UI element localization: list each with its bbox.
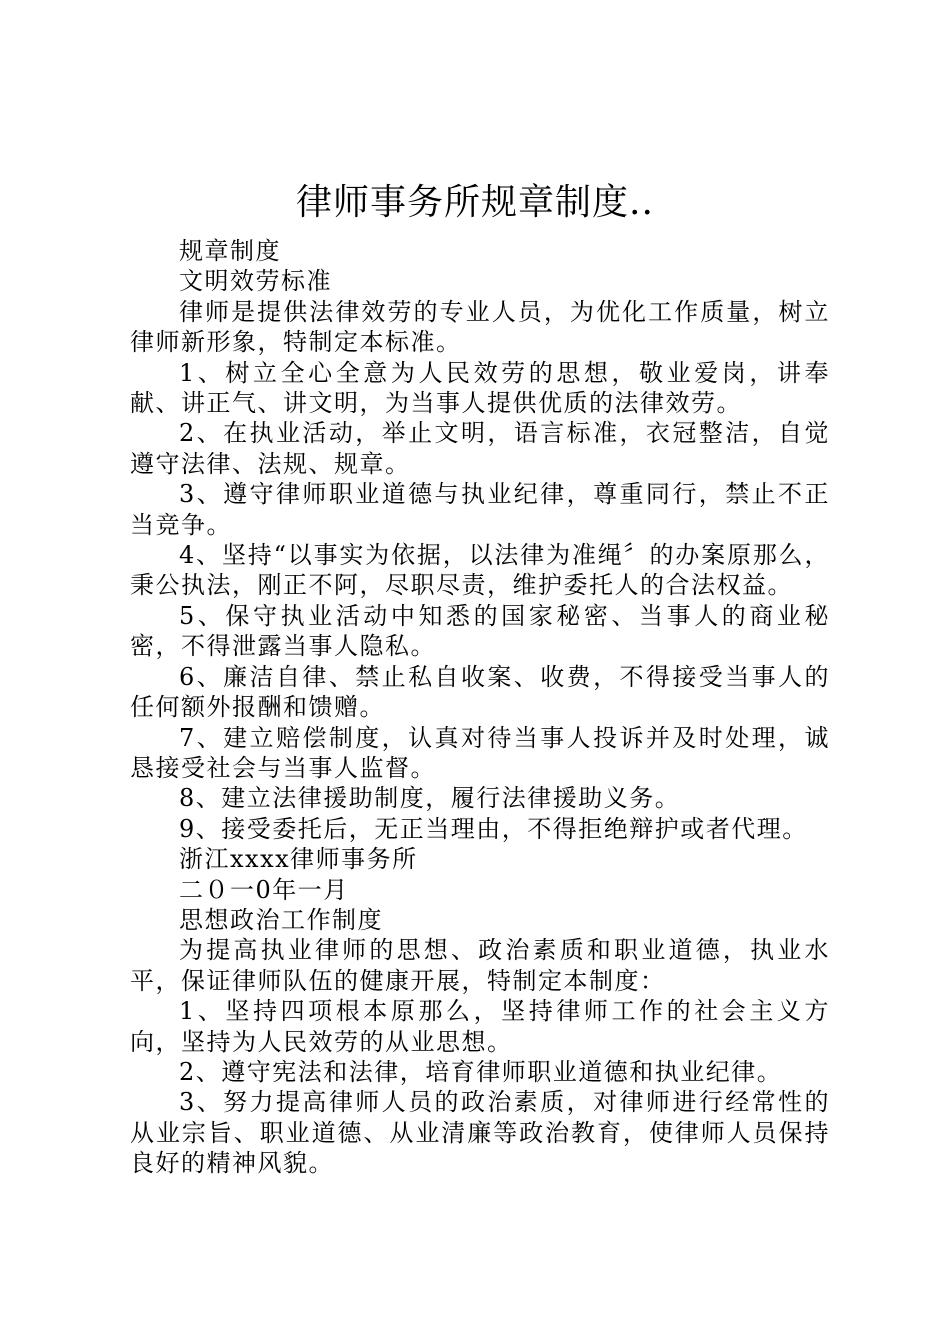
list-item: 1、坚持四项根本原那么，坚持律师工作的社会主义方向，坚持为人民效劳的从业思想。: [130, 997, 830, 1056]
document-title: 律师事务所规章制度..: [296, 182, 654, 223]
document-date: 二０一0年一月: [179, 875, 349, 904]
subsection-heading: 思想政治工作制度: [179, 905, 383, 934]
list-item: 1、树立全心全意为人民效劳的思想，敬业爱岗，讲奉献、讲正气、讲文明，为当事人提供优质的法律效劳。: [130, 358, 830, 418]
subsection-heading: 文明效劳标准: [179, 267, 332, 296]
list-item: 3、遵守律师职业道德与执业纪律，尊重同行，禁止不正当竞争。: [130, 480, 830, 539]
list-item: 7、建立赔偿制度，认真对待当事人投诉并及时处理，诚恳接受社会与当事人监督。: [130, 723, 830, 782]
section-heading: 规章制度: [179, 237, 281, 265]
list-item: 8、建立法律援助制度，履行法律援助义务。: [179, 784, 681, 813]
list-item: 6、廉洁自律、禁止私自收案、收费，不得接受当事人的任何额外报酬和馈赠。: [130, 662, 830, 722]
list-item: 2、在执业活动，举止文明，语言标准，衣冠整洁，自觉遵守法律、法规、规章。: [130, 419, 830, 478]
document-body: [130, 236, 830, 1179]
list-item: 3、努力提高律师人员的政治素质，对律师进行经常性的从业宗旨、职业道德、从业清廉等政治教育，使律师人员保持良好的精神风貌。: [130, 1088, 830, 1178]
list-item: 4、坚持“以事实为依据，以法律为准绳〞的办案原那么，秉公执法，刚正不阿，尽职尽责，维护委托人的合法权益。: [130, 541, 830, 600]
list-item: 2、遵守宪法和法律，培育律师职业道德和执业纪律。: [179, 1057, 783, 1086]
list-item: 5、保守执业活动中知悉的国家秘密、当事人的商业秘密，不得泄露当事人隐私。: [130, 601, 830, 661]
organization-name: 浙江xxxx律师事务所: [179, 845, 418, 874]
list-item: 9、接受委托后，无正当理由，不得拒绝辩护或者代理。: [179, 814, 808, 843]
paragraph: 为提高执业律师的思想、政治素质和职业道德，执业水平，保证律师队伍的健康开展，特制定本制度：: [130, 936, 830, 995]
paragraph: 律师是提供法律效劳的专业人员，为优化工作质量，树立律师新形象，特制定本标准。: [130, 297, 830, 357]
